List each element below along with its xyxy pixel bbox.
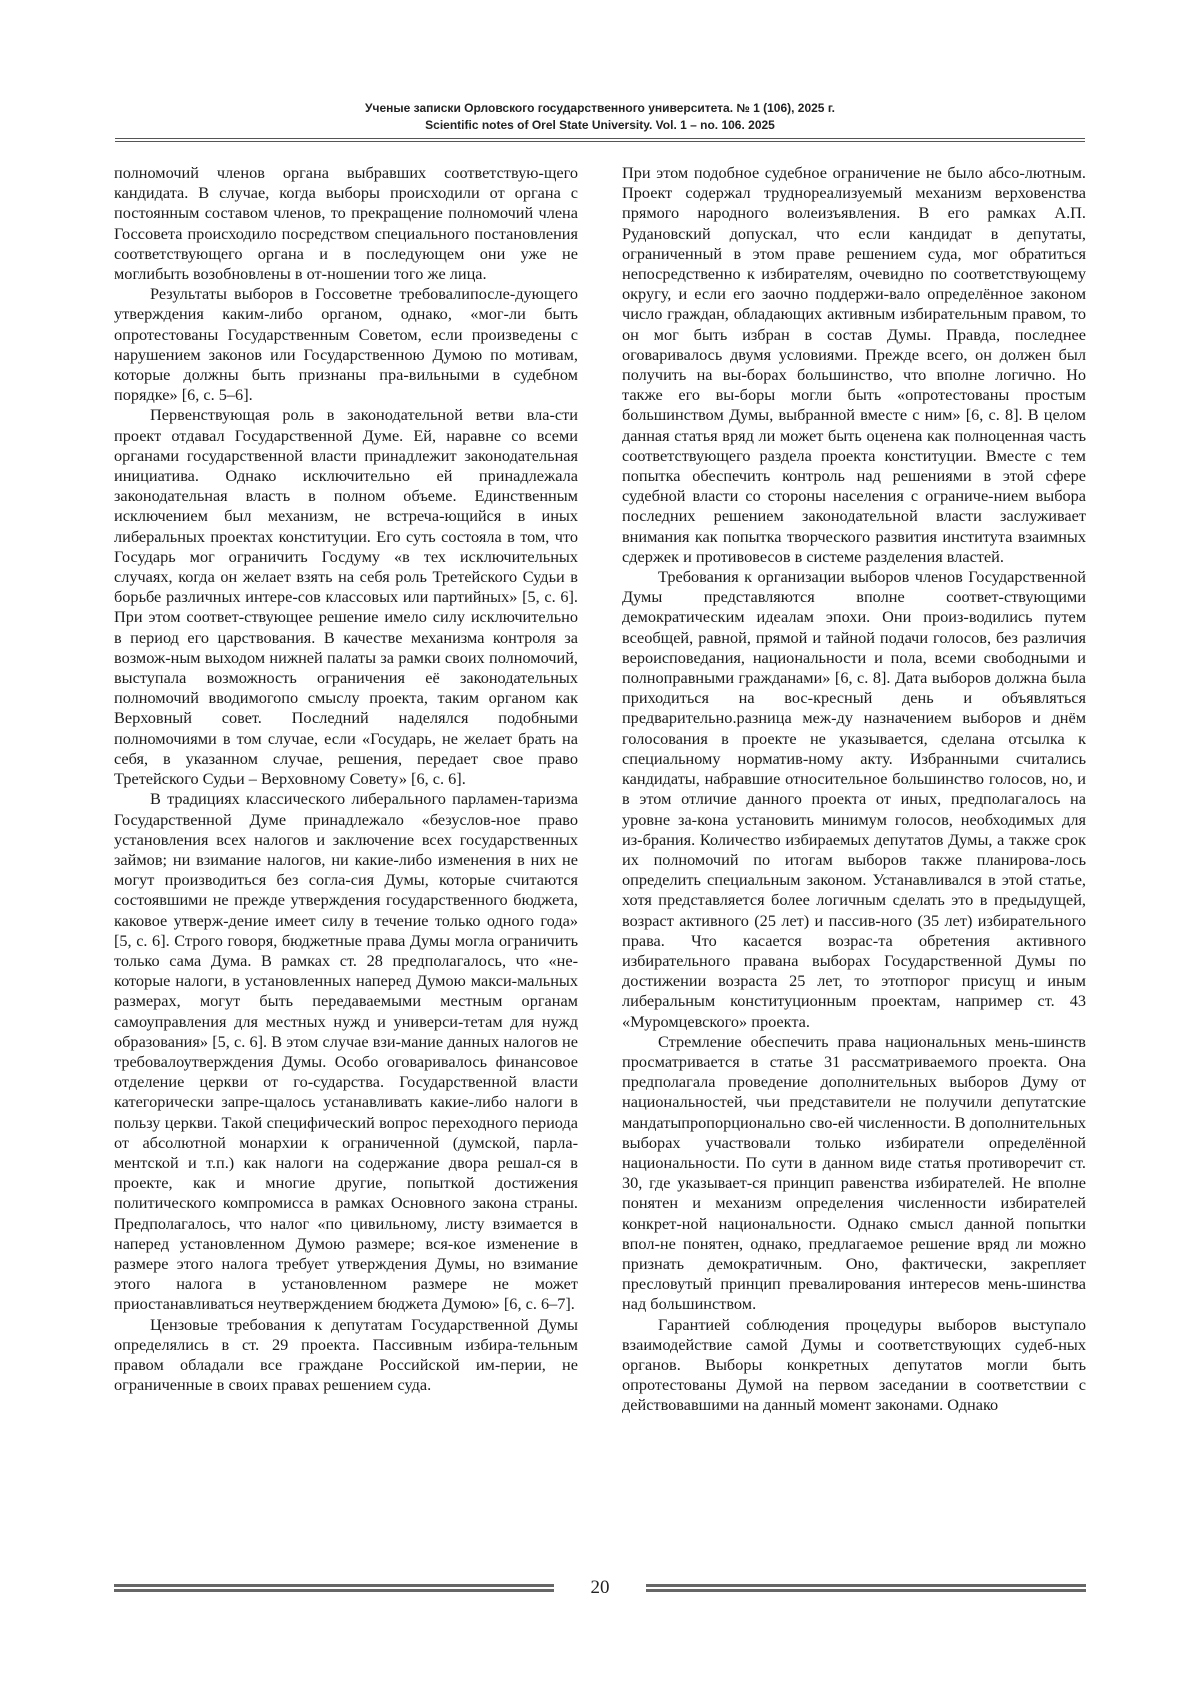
paragraph: Цензовые требования к депутатам Государственной Думы определялись в ст. 29 проекта. Пассивным избира-тельным правом обладали все граждане Российской им-перии, не ограниченные в своих правах решением суда. [114, 1314, 578, 1395]
footer-divider-right [646, 1584, 1086, 1592]
left-column [114, 163, 578, 1565]
paragraph: При этом подобное судебное ограничение не было абсо-лютным. Проект содержал труднореализуемый механизм верховенства прямого народного волеизъявления. В его рамках А.П. Рудановский допускал, что если кандидат в депутаты, ограниченный в этом праве решением суда, мог обратиться непосредственно к избирателям, очевидно по соответствующему округу, и если его заочно поддержи-вало определённое законом число граждан, обладающих активным избирательным правом, то он мог быть избран в состав Думы. Правда, последнее оговаривалось двумя условиями. Прежде всего, он должен был получить на вы-борах большинство, что вполне логично. Но также его вы-боры могли быть «опротестованы простым большинством Думы, выбранной вместе с ним» [6, с. 8]. В целом данная статья вряд ли может быть оценена как полноценная часть соответствующего раздела проекта конституции. Вместе с тем попытка обеспечить контроль над решениями в этой сфере судебной власти со стороны населения с ограниче-нием выбора последних решением законодательной власти заслуживает внимания как попытка творческого развития института взаимных сдержек и противовесов в системе разделения властей. [622, 163, 1086, 566]
footer-divider-left [114, 1584, 554, 1592]
page-footer [114, 1575, 1086, 1601]
paragraph: В традициях классического либерального парламен-таризма Государственной Думе принадлежало «безуслов-ное право установления всех налогов и заключение всех государственных займов; ни взимание налогов, ни какие-либо изменения в них не могут производиться без согла-сия Думы, которые считаются состоявшими не прежде утверждения государственного бюджета, каковое утверж-дение имеет силу в течение только одного года» [5, с. 6]. Строго говоря, бюджетные права Думы могла ограничить только сама Дума. В рамках ст. 28 предполагалось, что «не-которые налоги, в установленных наперед Думою макси-мальных размерах, могут быть передаваемыми местным органам самоуправления для местных нужд и универси-тетам для нужд образования» [5, с. 6]. В этом случае взи-мание данных налогов не требовалоутверждения Думы. Особо оговаривалось финансовое отделение церкви от го-сударства. Государственной власти категорически запре-щалось устанавливать какие-либо налоги в пользу церкви. Такой специфический вопрос переходного периода от абсолютной монархии к ограниченной (думской, парла-ментской и т.п.) как налоги на содержание двора решал-ся в проекте, как и многие другие, попыткой достижения политического компромисса в рамках Основного закона страны. Предполагалось, что налог «по цивильному, листу взимается в наперед установленном Думою размере; вся-кое изменение в размере этого налога требует утверждения Думы, но взимание этого налога в установленном размере не может приостанавливаться неутверждением бюджета Думою» [6, с. 6–7]. [114, 789, 578, 1314]
paragraph: Результаты выборов в Госсоветне требовалипосле-дующего утверждения каким-либо органом, однако, «мог-ли быть опротестованы Государственным Советом, если произведены с нарушением законов или Государственною Думою по мотивам, которые должны быть признаны пра-вильными в судебном порядке» [6, с. 5–6]. [114, 284, 578, 405]
paragraph: полномочий членов органа выбравших соответствую-щего кандидата. В случае, когда выборы происходили от органа с постоянным составом членов, то прекращение полномочий члена Госсовета происходило посредством специального постановления соответствующего органа и в последующем они уже не моглибыть возобновлены в от-ношении того же лица. [114, 163, 578, 284]
journal-title-en: Scientific notes of Orel State University. Vol. 1 – no. 106. 2025 [425, 118, 775, 132]
header-divider [115, 138, 1085, 142]
page-number: 20 [590, 1577, 610, 1598]
article-body [114, 163, 1086, 1565]
paragraph: Первенствующая роль в законодательной ветви вла-сти проект отдавал Государственной Думе. Ей, наравне со всеми органами государственной власти принадлежит законодательная инициатива. Однако исключительно ей принадлежала законодательная власть в полном объеме. Единственным исключением был механизм, не встреча-ющийся в иных либеральных проектах конституции. Его суть состояла в том, что Государь мог ограничить Госдуму «в тех исключительных случаях, когда он желает взять на себя роль Третейского Судьи в борьбе различных интере-сов классовых или партийных» [5, с. 6]. При этом соответ-ствующее решение имело силу исключительно в период его царствования. В качестве механизма контроля за возмож-ным выходом нижней палаты за рамки своих полномочий, выступала возможность ограничения её законодательных полномочий вводимогопо смыслу проекта, таким органом как Верховный совет. Последний наделялся подобными полномочиями в том случае, если «Государь, не желает брать на себя, в указанном случае, решения, передает свое право Третейского Судьи – Верховному Совету» [6, с. 6]. [114, 405, 578, 789]
right-column [622, 163, 1086, 1565]
journal-title-ru: Ученые записки Орловского государственного университета. № 1 (106), 2025 г. [365, 101, 835, 115]
paragraph: Стремление обеспечить права национальных мень-шинств просматривается в статье 31 рассматриваемого проекта. Она предполагала проведение дополнительных выборов Думу от национальностей, чьи представители не получили депутатские мандатыпропорционально сво-ей численности. В дополнительных выборах участвовали только избиратели определённой национальности. По сути в данном виде статья противоречит ст. 30, где указывает-ся принцип равенства избирателей. Не вполне понятен и механизм определения численности избирателей конкрет-ной национальности. Однако смысл данной попытки впол-не понятен, однако, предлагаемое решение вряд ли можно признать демократичным. Оно, фактически, закрепляет пресловутый принцип превалирования интересов мень-шинства над большинством. [622, 1031, 1086, 1314]
paragraph: Гарантией соблюдения процедуры выборов выступало взаимодействие самой Думы и соответствующих судеб-ных органов. Выборы конкретных депутатов могли быть опротестованы Думой на первом заседании в соответствии с действовавшими на данный момент законами. Однако [622, 1314, 1086, 1415]
paragraph: Требования к организации выборов членов Государственной Думы представляются вполне соответ-ствующими демократическим идеалам эпохи. Они произ-водились путем всеобщей, равной, прямой и тайной подачи голосов, без различия вероисповедания, национальности и пола, всеми свободными и полноправными гражданами» [6, с. 8]. Дата выборов должна была приходиться на вос-кресный день и объявляться предварительно.разница меж-ду назначением выборов и днём голосования в проекте не указывается, сделана отсылка к специальному норматив-ному акту. Избранными считались кандидаты, набравшие относительное большинство голосов, но, и в этом отличие данного проекта от иных, предполагалось на уровне за-кона установить минимум голосов, необходимых для из-брания. Количество избираемых депутатов Думы, а также срок их полномочий по итогам выборов также планирова-лось определить специальным законом. Устанавливался в этой статье, хотя представляется более логичным сделать это в предыдущей, возраст активного (25 лет) и пассив-ного (35 лет) избирательного права. Что касается возрас-та обретения активного избирательного правана выборах Государственной Думы по достижении возраста 25 лет, то этотпорог присущ и иным либеральным конституционным проектам, например ст. 43 «Муромцевского» проекта. [622, 567, 1086, 1031]
running-header [0, 100, 1200, 134]
